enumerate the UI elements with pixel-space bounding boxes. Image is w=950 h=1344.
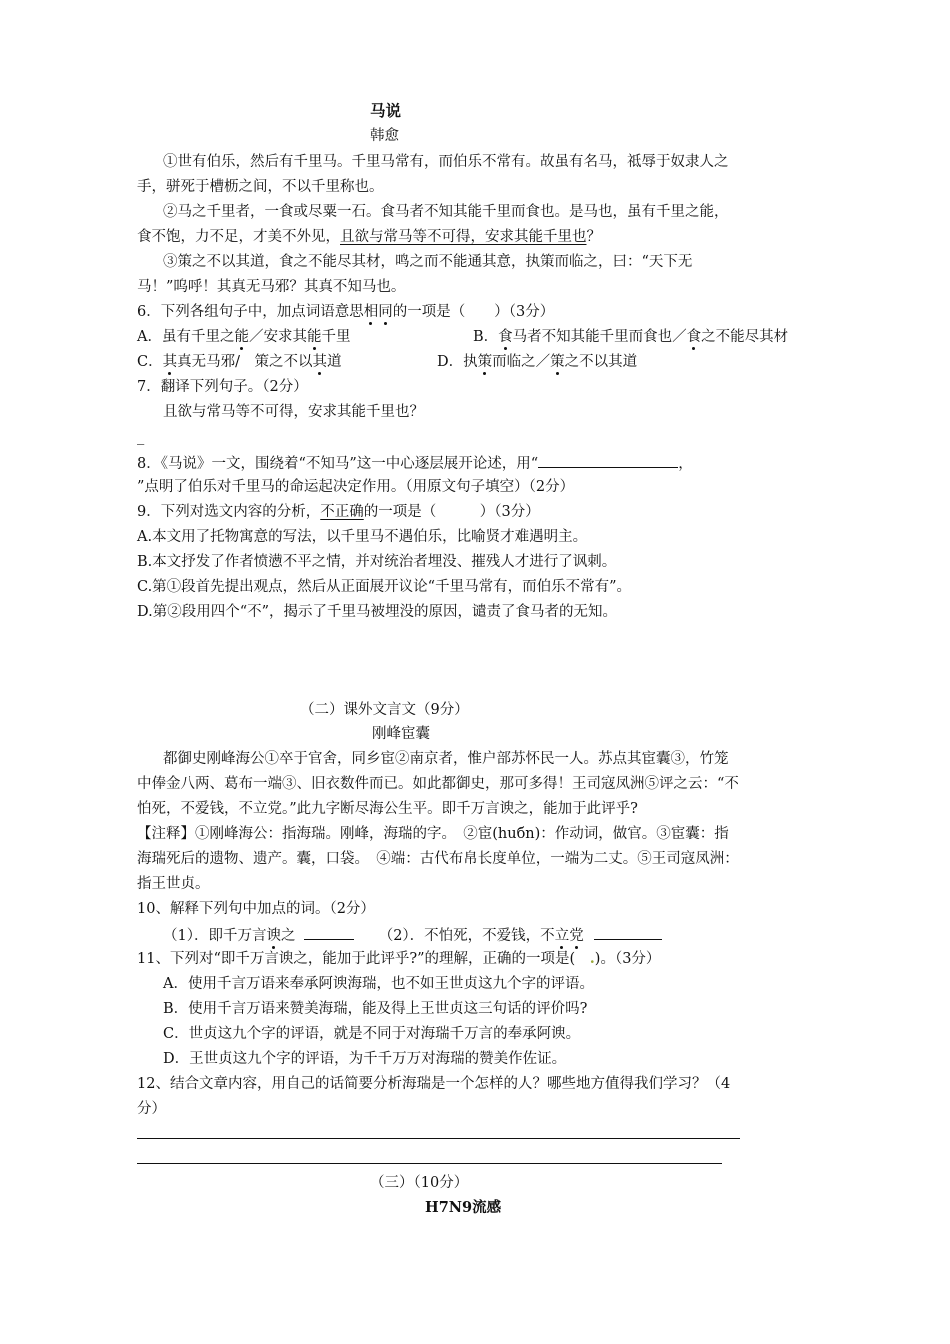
passage-paragraph: ③策之不以其道，食之不能尽其材，鸣之而不能通其意，执策而临之，曰：“天下无 — [163, 254, 693, 270]
dotted-char: 能 — [234, 329, 249, 345]
text-segment: 之 — [280, 928, 296, 944]
passage-title: 马说 — [370, 101, 402, 120]
text-segment: 食不饱，力不足，才美不外见， — [137, 229, 340, 245]
question-11-option-c: C．世贞这九个字的评语，就是不同于对海瑞千万言的奉承阿谀。 — [163, 1026, 581, 1042]
section-3-title: H7N9流感 — [425, 1199, 502, 1216]
text-segment: 马者不知其能千里而食也／ — [512, 329, 687, 345]
text-segment: 的一项是（ ）（3分） — [363, 504, 540, 520]
passage-author: 韩愈 — [370, 128, 399, 144]
text-segment: 之不能尽其材 — [701, 329, 789, 345]
text-segment: C． — [137, 354, 163, 370]
text-segment: 道 — [327, 354, 342, 370]
question-6-option-b — [473, 327, 788, 347]
answer-line-1[interactable] — [137, 1138, 740, 1139]
answer-blank[interactable] — [538, 452, 678, 468]
text-segment: 9．下列对选文内容的分析， — [137, 504, 321, 520]
passage-paragraph: 马！”呜呼！其真无马邪？其真不知马也。 — [137, 279, 406, 295]
passage-paragraph: 怕死，不爱钱，不立党。”此九字断尽海公生平。即千万言谀之，能加于此评乎? — [137, 801, 638, 817]
question-9-option-d: D.第②段用四个“不”，揭示了千里马被埋没的原因，谴责了食马者的无知。 — [137, 604, 618, 620]
text-segment: ， — [678, 456, 693, 472]
text-segment: B． — [473, 329, 499, 345]
question-9-option-c: C.第①段首先提出观点，然后从正面展开议论“千里马常有，而伯乐不常有”。 — [137, 579, 632, 595]
dotted-char: 党 — [569, 928, 584, 944]
text-segment: 6．下列各组句子中，加点词语意思 — [137, 304, 364, 320]
text-segment: 8．《马说》一文，围绕着“不知马”这一中心逐层展开论述，用“ — [137, 456, 539, 472]
question-6-option-a — [137, 327, 350, 347]
answer-blank-2[interactable] — [594, 924, 662, 940]
text-segment: 千里 — [321, 329, 351, 345]
question-11-option-a: A．使用千言万语来奉承阿谀海瑞，也不如王世贞这九个字的评语。 — [163, 976, 594, 992]
text-segment: ？ — [586, 229, 601, 245]
question-9-option-b: B.本文抒发了作者愤懑不平之情，并对统治者埋没、摧残人才进行了讽刺。 — [137, 554, 617, 570]
question-11-stem — [137, 949, 660, 969]
dotted-char: 策 — [477, 354, 493, 370]
question-9-stem — [137, 502, 540, 522]
underlined-word: 不正确 — [320, 504, 364, 520]
section-2-heading: （二）课外文言文（9分） — [300, 702, 469, 718]
question-9-option-a: A.本文用了托物寓意的写法，以千里马不遇伯乐，比喻贤才难遇明主。 — [137, 529, 588, 545]
underlined-sentence: 且欲与常马等不可得，安求其能千里也 — [340, 229, 587, 245]
text-segment: 11、下列对“即千万言谀之，能加于此评乎?”的理解，正确的一项是( — [137, 951, 590, 967]
text-segment: 真无马邪/ 策之不以 — [177, 354, 313, 370]
question-7-stem: 7．翻译下列句子。（2分） — [137, 379, 308, 395]
question-6-stem — [137, 302, 554, 322]
question-11-option-d: D．王世贞这九个字的评语，为千千万万对海瑞的赞美作佐证。 — [163, 1051, 567, 1067]
section-2-title: 刚峰宦囊 — [372, 726, 430, 742]
passage-paragraph: 都御史刚峰海公①卒于官舍，同乡宦②南京者，惟户部苏怀民一人。苏点其宦囊③，竹笼 — [163, 751, 729, 767]
dotted-char: 立 — [554, 928, 570, 944]
dotted-char: 其 — [162, 354, 178, 370]
text-segment: ／安求其 — [248, 329, 307, 345]
annotation-note: 指王世贞。 — [137, 876, 210, 892]
dotted-char: 食 — [686, 329, 702, 345]
text-segment: （1）．即千万言 — [163, 928, 267, 944]
question-8-stem — [137, 452, 693, 474]
text-segment: D．执 — [437, 354, 478, 370]
dotted-char: 能 — [306, 329, 322, 345]
question-10-stem: 10、解释下列句中加点的词。（2分） — [137, 901, 375, 917]
question-10-items — [163, 924, 662, 946]
question-11-option-b: B．使用千言万语来赞美海瑞，能及得上王世贞这三句话的评价吗? — [163, 1001, 588, 1017]
question-12-stem-cont: 分） — [137, 1101, 166, 1117]
passage-paragraph: 手，骈死于槽枥之间，不以千里称也。 — [137, 179, 384, 195]
section-3-heading: （三）（10分） — [370, 1175, 469, 1191]
annotation-note: 【注释】①刚峰海公：指海瑞。刚峰，海瑞的字。 ②宦(huбn)：作动词，做官。③宦囊：指 — [137, 826, 729, 842]
annotation-note: 海瑞死后的遗物、遗产。囊，口袋。 ④端：古代布帛长度单位，一端为二丈。⑤王司寇凤洲： — [137, 851, 739, 867]
question-8-stem-cont: ”点明了伯乐对千里马的命运起决定作用。（用原文句子填空）（2分） — [137, 479, 575, 495]
question-6-option-d — [437, 352, 637, 372]
question-12-stem: 12、结合文章内容，用自己的话简要分析海瑞是一个怎样的人？哪些地方值得我们学习？（4 — [137, 1076, 731, 1092]
passage-paragraph — [137, 227, 601, 247]
passage-paragraph: ①世有伯乐，然后有千里马。千里马常有，而伯乐不常有。故虽有名马，祗辱于奴隶人之 — [163, 154, 729, 170]
answer-mark: . — [589, 950, 595, 967]
answer-line-2[interactable] — [137, 1163, 722, 1164]
question-6-option-c — [137, 352, 342, 372]
dotted-char: 食 — [498, 329, 513, 345]
question-7-sentence: 且欲与常马等不可得，安求其能千里也？ — [163, 404, 424, 420]
dotted-char: 策 — [550, 354, 565, 370]
dotted-char: 其 — [312, 354, 327, 370]
text-segment: 而临之／ — [492, 354, 551, 370]
dotted-char: 相 — [363, 304, 379, 320]
text-segment: 的一项是（ ）（3分） — [392, 304, 555, 320]
dotted-char: 谀 — [266, 928, 281, 944]
text-segment: A．虽有千里之 — [137, 329, 235, 345]
text-segment: 之不以其道 — [564, 354, 638, 370]
passage-paragraph: ②马之千里者，一食或尽粟一石。食马者不知其能千里而食也。是马也，虽有千里之能， — [163, 204, 729, 220]
passage-paragraph: 中俸金八两、葛布一端③、旧衣数件而已。如此都御史，那可多得！王司寇凤洲⑤评之云：“不 — [137, 776, 739, 792]
text-segment: )。（3分） — [594, 951, 661, 967]
dotted-char: 同 — [378, 304, 393, 320]
text-segment: （2）．不怕死，不爱钱，不 — [378, 928, 555, 944]
answer-blank-1[interactable] — [304, 924, 354, 940]
question-7-answer-line[interactable]: _ — [137, 429, 145, 445]
